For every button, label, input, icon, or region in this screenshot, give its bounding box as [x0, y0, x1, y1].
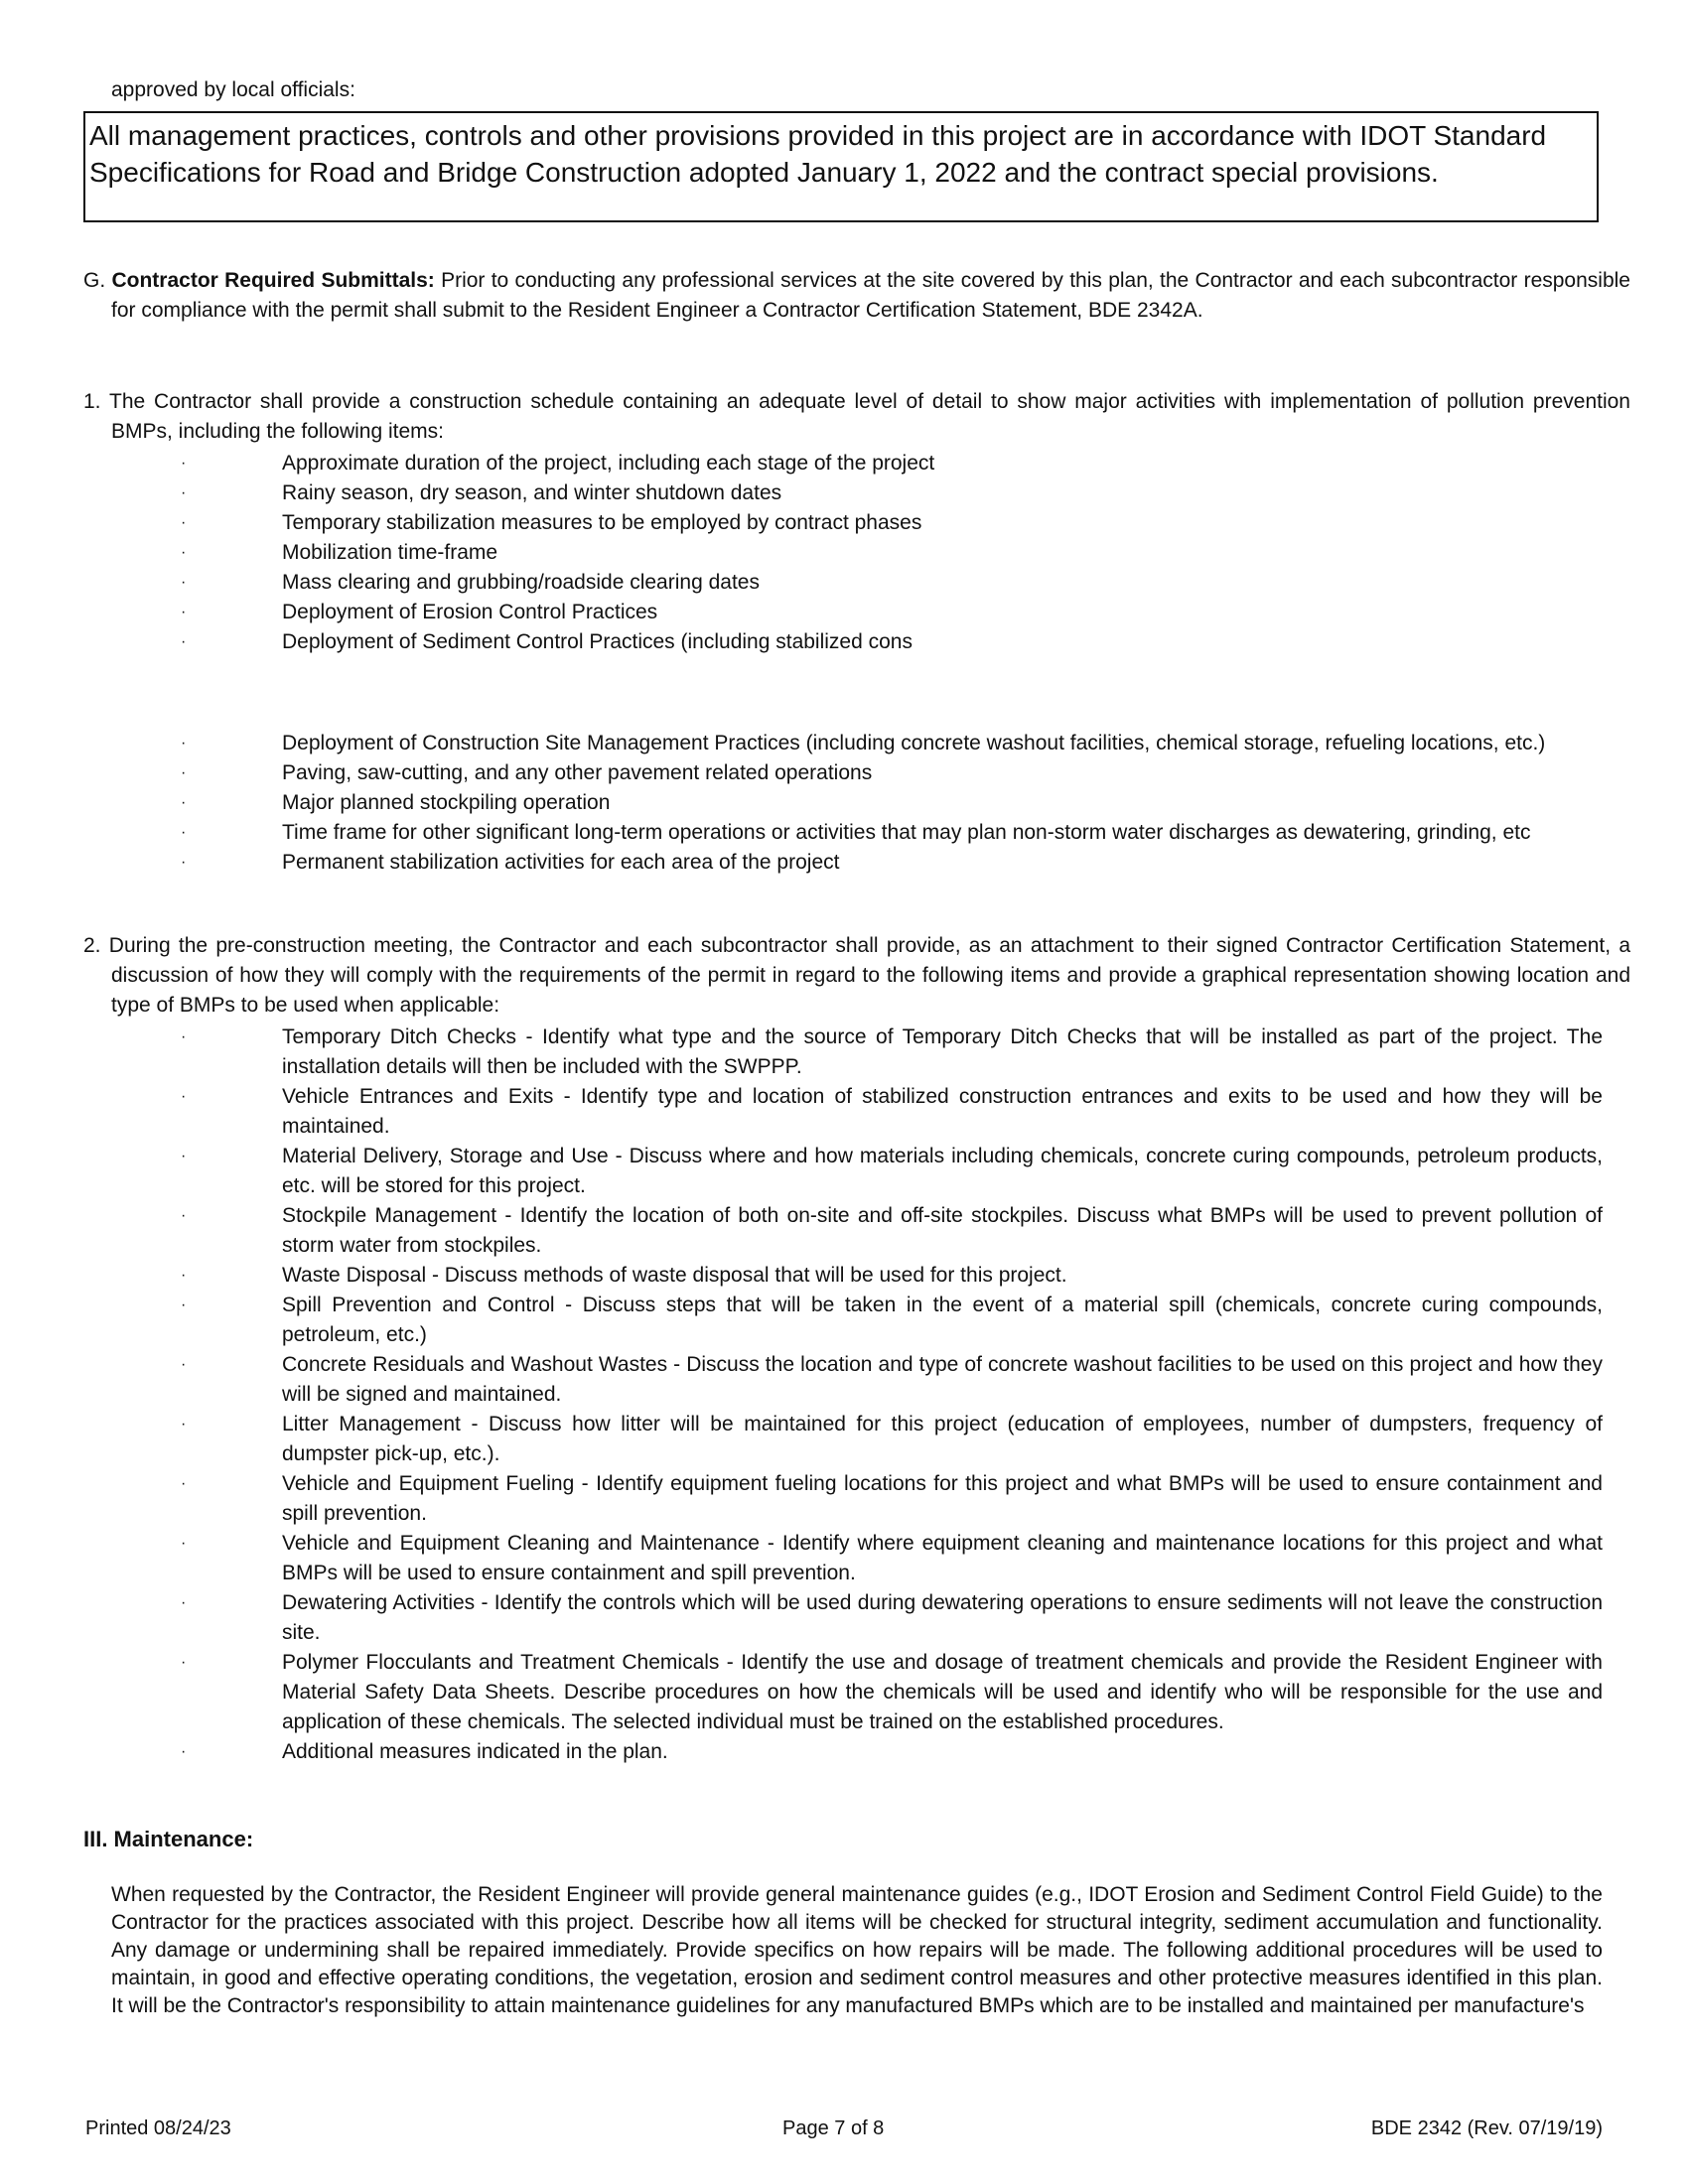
list-item-text: Concrete Residuals and Washout Wastes - Discuss the location and type of concrete washout facilities to be used on this project and how they will be signed and maintained. — [282, 1353, 1603, 1406]
bullet-icon: · — [181, 1594, 187, 1611]
section-g-text: Prior to conducting any professional services at the site covered by this plan, the Contractor and each subcontractor responsible for compliance with the permit shall submit to the Resident Engineer a Contractor Certification Statement, BDE 2342A. — [111, 269, 1630, 322]
list-item-text: Temporary stabilization measures to be employed by contract phases — [282, 511, 922, 534]
list-item — [83, 729, 1603, 758]
footer-page-number: Page 7 of 8 — [782, 2117, 885, 2139]
schedule-list-b — [83, 729, 1603, 878]
bullet-icon: · — [181, 544, 187, 561]
list-item — [83, 758, 1603, 788]
bullet-icon: · — [181, 484, 187, 501]
list-item — [83, 1291, 1603, 1350]
list-item-text: Deployment of Construction Site Management Practices (including concrete washout facilities, chemical storage, refueling locations, etc.) — [282, 732, 1546, 754]
list-item — [83, 788, 1603, 818]
list-item-text: Polymer Flocculants and Treatment Chemicals - Identify the use and dosage of treatment chemicals and provide the Resident Engineer with Material Safety Data Sheets. Describe procedures on how the chemicals will be used and identify who will be responsible for the use and application of these chemicals. The selected individual must be trained on the established procedures. — [282, 1651, 1603, 1733]
bullet-icon: · — [181, 1267, 187, 1284]
list-item-text: Dewatering Activities - Identify the controls which will be used during dewatering operations to ensure sediments will not leave the construction site. — [282, 1591, 1603, 1644]
list-item-text: Paving, saw-cutting, and any other pavement related operations — [282, 761, 873, 784]
bullet-icon: · — [181, 854, 187, 871]
bullet-icon: · — [181, 1356, 187, 1373]
list-item — [83, 538, 1603, 568]
boxed-statement: All management practices, controls and other provisions provided in this project are in accordance with IDOT Standard Specifications for Road and Bridge Construction adopted January 1, 2022 and the contract special provisions. — [83, 111, 1599, 222]
list-item — [83, 1201, 1603, 1261]
list-item — [83, 1529, 1603, 1588]
item-2-paragraph: 2. During the pre-construction meeting, the Contractor and each subcontractor shall provide, as an attachment to their signed Contractor Certification Statement, a discussion of how they will comply with the requirements of the permit in regard to the following items and provide a graphical representation showing location and type of BMPs to be used when applicable: — [83, 934, 1630, 1017]
bullet-icon: · — [181, 1088, 187, 1105]
bullet-icon: · — [181, 764, 187, 781]
bullet-icon: · — [181, 633, 187, 650]
schedule-list-a — [83, 449, 1603, 657]
bullet-icon: · — [181, 1207, 187, 1224]
maintenance-paragraph: When requested by the Contractor, the Resident Engineer will provide general maintenance guides (e.g., IDOT Erosion and Sediment Control Field Guide) to the Contractor for the practices associated with this project. Describe how all items will be checked for structural integrity, sediment accumulation and functionality. Any damage or undermining shall be repaired immediately. Provide specifics on how repairs will be made. The following additional procedures will be used to maintain, in good and effective operating conditions, the vegetation, erosion and sediment control measures and other protective measures identified in this plan. It will be the Contractor's responsibility to attain maintenance guidelines for any manufactured BMPs which are to be installed and maintained per manufacture's — [111, 1883, 1603, 2017]
bullet-icon: · — [181, 1297, 187, 1313]
item-1-paragraph: 1. The Contractor shall provide a construction schedule containing an adequate level of detail to show major activities with implementation of pollution prevention BMPs, including the following items: — [83, 390, 1630, 443]
bmp-list — [83, 1023, 1603, 1767]
list-item — [83, 1023, 1603, 1082]
bullet-icon: · — [181, 1743, 187, 1760]
bullet-icon: · — [181, 1475, 187, 1492]
bullet-icon: · — [181, 824, 187, 841]
list-item-text: Stockpile Management - Identify the location of both on-site and off-site stockpiles. Discuss what BMPs will be used to prevent pollution of storm water from stockpiles. — [282, 1204, 1603, 1257]
list-item — [83, 627, 1603, 657]
footer-form-number: BDE 2342 (Rev. 07/19/19) — [1370, 2117, 1603, 2139]
list-item — [83, 598, 1603, 627]
bullet-icon: · — [181, 735, 187, 751]
list-item-text: Permanent stabilization activities for each area of the project — [282, 851, 840, 874]
list-item-text: Vehicle and Equipment Cleaning and Maintenance - Identify where equipment cleaning and maintenance locations for this project and what BMPs will be used to ensure containment and spill prevention. — [282, 1532, 1603, 1584]
list-item — [83, 818, 1603, 848]
list-item-text: Material Delivery, Storage and Use - Discuss where and how materials including chemicals, concrete curing compounds, petroleum products, etc. will be stored for this project. — [282, 1145, 1603, 1197]
bullet-icon: · — [181, 604, 187, 620]
bullet-icon: · — [181, 1416, 187, 1433]
list-item — [83, 848, 1603, 878]
list-item-text: Vehicle Entrances and Exits - Identify type and location of stabilized construction entrances and exits to be used and how they will be maintained. — [282, 1085, 1603, 1138]
list-item — [83, 1082, 1603, 1142]
list-item-text: Deployment of Sediment Control Practices (including stabilized cons — [282, 630, 913, 653]
list-item-text: Major planned stockpiling operation — [282, 791, 611, 814]
list-item-text: Litter Management - Discuss how litter will be maintained for this project (education of employees, number of dumpsters, frequency of dumpster pick-up, etc.). — [282, 1413, 1603, 1465]
footer-printed-date: Printed 08/24/23 — [85, 2117, 231, 2139]
list-item — [83, 568, 1603, 598]
list-item-text: Mobilization time-frame — [282, 541, 498, 564]
list-item — [83, 1737, 1603, 1767]
list-item-text: Spill Prevention and Control - Discuss steps that will be taken in the event of a material spill (chemicals, concrete curing compounds, petroleum, etc.) — [282, 1294, 1603, 1346]
list-item — [83, 1648, 1603, 1737]
list-item — [83, 1142, 1603, 1201]
list-item — [83, 508, 1603, 538]
section-g-heading: Contractor Required Submittals: — [111, 269, 435, 292]
list-item-text: Time frame for other significant long-term operations or activities that may plan non-storm water discharges as dewatering, grinding, etc — [282, 821, 1531, 844]
bullet-icon: · — [181, 1148, 187, 1164]
bullet-icon: · — [181, 574, 187, 591]
list-item-text: Vehicle and Equipment Fueling - Identify equipment fueling locations for this project and what BMPs will be used to ensure containment and spill prevention. — [282, 1472, 1603, 1525]
list-item-text: Additional measures indicated in the plan. — [282, 1740, 668, 1763]
list-item — [83, 1469, 1603, 1529]
bullet-icon: · — [181, 455, 187, 472]
bullet-icon: · — [181, 514, 187, 531]
list-item-text: Deployment of Erosion Control Practices — [282, 601, 658, 623]
intro-line: approved by local officials: — [111, 78, 355, 101]
list-item — [83, 1350, 1603, 1410]
list-item — [83, 449, 1603, 478]
list-item — [83, 1588, 1603, 1648]
bullet-icon: · — [181, 1028, 187, 1045]
list-item-text: Mass clearing and grubbing/roadside clearing dates — [282, 571, 760, 594]
bullet-icon: · — [181, 1535, 187, 1552]
section-g-prefix: G. — [83, 269, 112, 292]
list-item-text: Waste Disposal - Discuss methods of waste disposal that will be used for this project. — [282, 1264, 1067, 1287]
list-item — [83, 478, 1603, 508]
list-item — [83, 1261, 1603, 1291]
section-g-paragraph — [83, 266, 1630, 326]
list-item-text: Rainy season, dry season, and winter shutdown dates — [282, 481, 782, 504]
list-item — [83, 1410, 1603, 1469]
maintenance-heading: III. Maintenance: — [83, 1827, 254, 1851]
bullet-icon: · — [181, 1654, 187, 1671]
list-item-text: Approximate duration of the project, including each stage of the project — [282, 452, 935, 475]
bullet-icon: · — [181, 794, 187, 811]
list-item-text: Temporary Ditch Checks - Identify what type and the source of Temporary Ditch Checks that will be installed as part of the project. The installation details will then be included with the SWPPP. — [282, 1025, 1603, 1078]
